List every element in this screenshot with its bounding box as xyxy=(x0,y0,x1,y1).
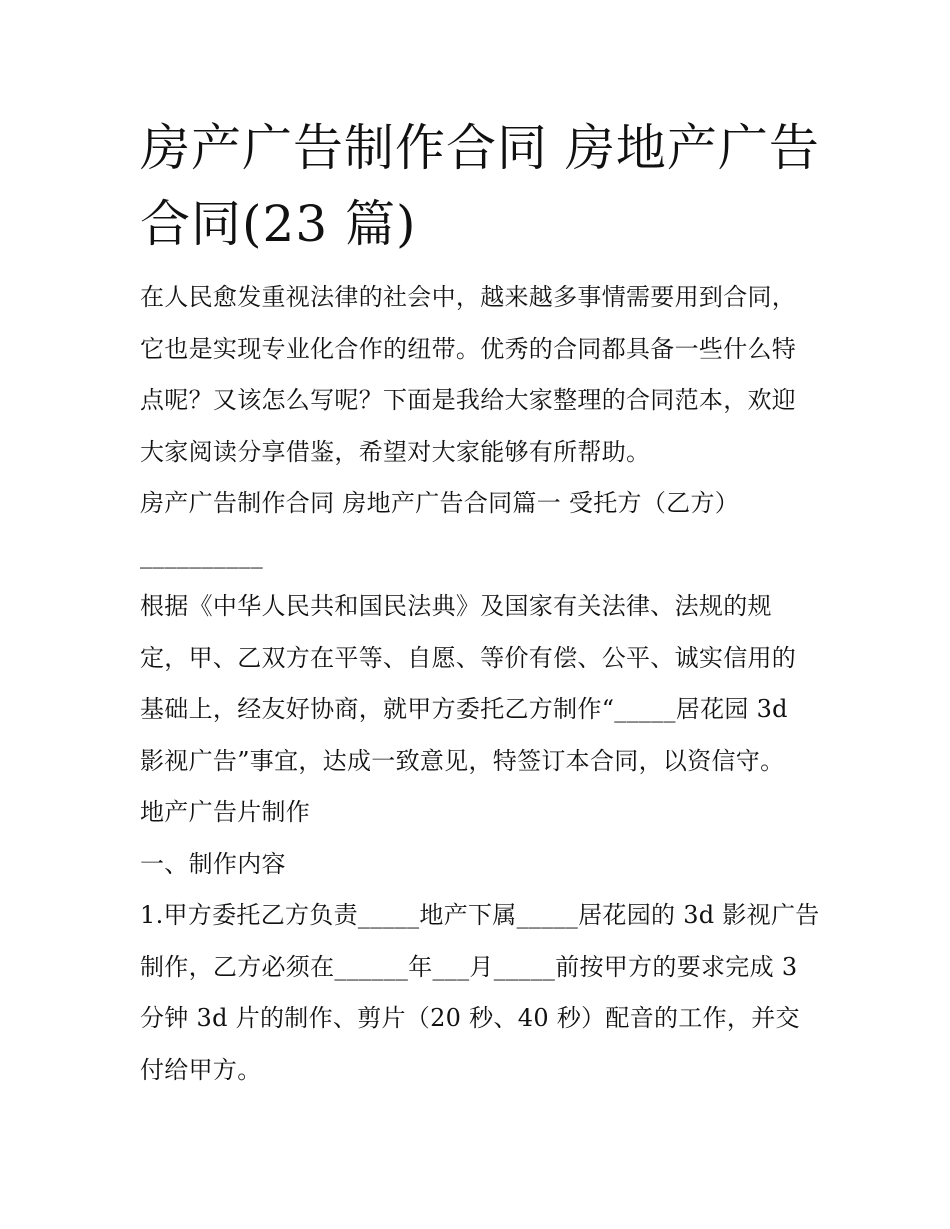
document-page xyxy=(140,110,820,1096)
section-label: 地产广告片制作 xyxy=(140,798,311,826)
contract-heading-paragraph: 房产广告制作合同 房地产广告合同篇一 受托方（乙方）__________ xyxy=(140,489,740,569)
preamble-paragraph: 根据《中华人民共和国民法典》及国家有关法律、法规的规定，甲、乙双方在平等、自愿、等价有偿、公平、诚实信用的基础上，经友好协商，就甲方委托乙方制作“_____居花园 3d 影视广告”事宜，达成一致意见，特签订本合同，以资信守。 xyxy=(140,592,797,775)
intro-paragraph: 在人民愈发重视法律的社会中，越来越多事情需要用到合同，它也是实现专业化合作的纽带。优秀的合同都具备一些什么特点呢？又该怎么写呢？下面是我给大家整理的合同范本，欢迎大家阅读分享借鉴，希望对大家能够有所帮助。 xyxy=(140,283,797,466)
section-heading: 一、制作内容 xyxy=(140,849,286,878)
document-title: 房产广告制作合同 房地产广告合同(23 篇) xyxy=(140,119,820,253)
clause-paragraph: 1.甲方委托乙方负责_____地产下属_____居花园的 3d 影视广告制作，乙方必须在______年___月_____前按甲方的要求完成 3 分钟 3d 片的制作、剪片（20 秒、40 秒）配音的工作，并交付给甲方。 xyxy=(140,901,820,1084)
